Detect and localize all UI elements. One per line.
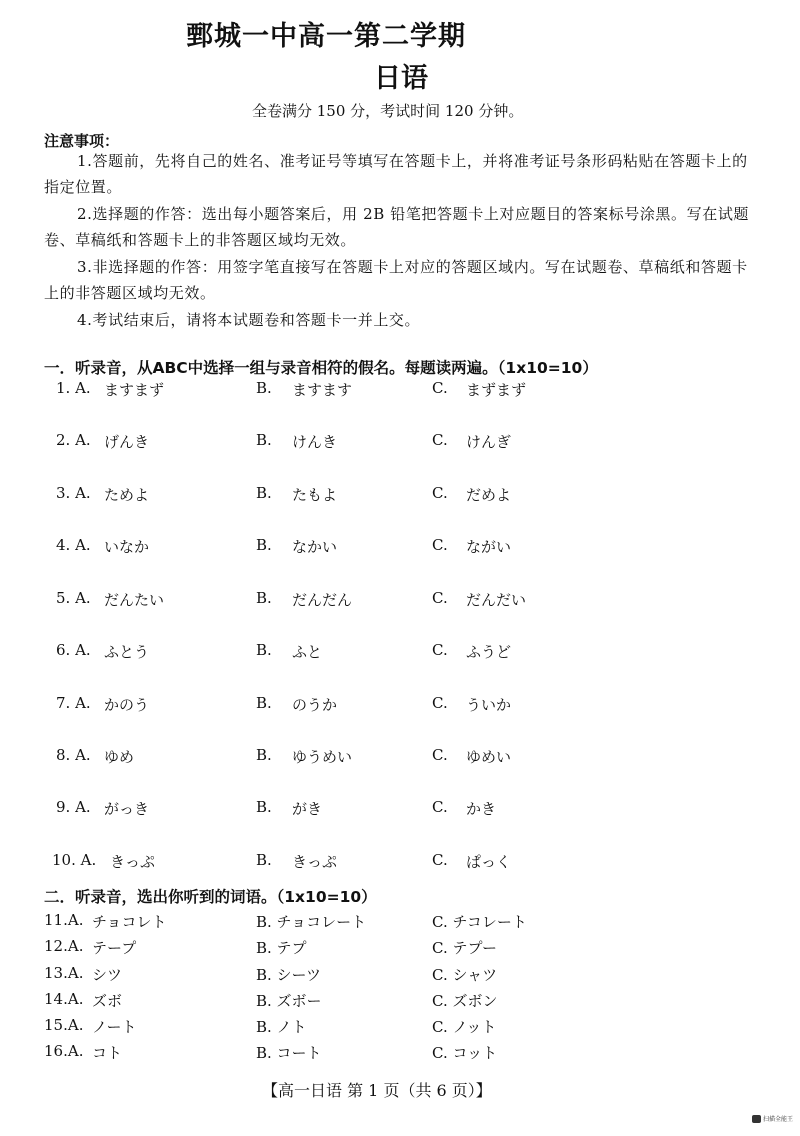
option-a: シツ — [92, 966, 123, 984]
scanner-watermark — [752, 1114, 792, 1128]
question-number: 1. A. — [56, 379, 91, 397]
question-number: 8. A. — [56, 746, 91, 764]
option-b-label: B. — [256, 484, 272, 502]
option-c: C. コット — [432, 1044, 498, 1062]
notice-heading: 注意事项： — [44, 132, 120, 150]
option-b-label: B. — [256, 431, 272, 449]
option-c: C. ズボン — [432, 992, 498, 1010]
option-b-label: B. — [256, 851, 272, 869]
option-c-label: C. — [432, 694, 448, 712]
vocab-row — [0, 964, 800, 986]
question-number: 15.A. — [44, 1016, 84, 1034]
question-number: 10. A. — [52, 851, 97, 869]
option-c-label: C. — [432, 798, 448, 816]
section-2-heading: 二．听录音，选出你听到的词语。（1x10=10） — [44, 888, 377, 906]
question-row — [0, 431, 800, 453]
option-c-label: C. — [432, 379, 448, 397]
option-b: たもよ — [292, 486, 338, 504]
question-row — [0, 484, 800, 506]
question-number: 16.A. — [44, 1042, 84, 1060]
option-c: C. チコレート — [432, 913, 527, 931]
option-b: B. テプ — [256, 939, 307, 957]
vocab-row — [0, 990, 800, 1012]
option-a: いなか — [104, 538, 150, 556]
question-number: 12.A. — [44, 937, 84, 955]
option-c: C. ノット — [432, 1018, 497, 1036]
question-number: 4. A. — [56, 536, 91, 554]
option-c: けんぎ — [466, 433, 512, 451]
option-c: ながい — [466, 538, 512, 556]
question-number: 2. A. — [56, 431, 91, 449]
option-a: コト — [92, 1044, 123, 1062]
subject-title: 日语 — [374, 63, 428, 94]
option-c-label: C. — [432, 536, 448, 554]
option-b-label: B. — [256, 536, 272, 554]
option-c: C. テプー — [432, 939, 498, 957]
question-number: 13.A. — [44, 964, 84, 982]
vocab-row — [0, 937, 800, 959]
question-row — [0, 589, 800, 611]
option-a: だんたい — [104, 591, 165, 609]
option-b-label: B. — [256, 798, 272, 816]
question-number: 14.A. — [44, 990, 84, 1008]
question-number: 5. A. — [56, 589, 91, 607]
option-a: ますまず — [104, 381, 165, 399]
option-b: だんだん — [292, 591, 353, 609]
option-b: B. ノト — [256, 1018, 307, 1036]
notice-item: 1.答题前，先将自己的姓名、准考证号等填写在答题卡上，并将准考证号条形码粘贴在答题卡上的指定位置。 — [44, 152, 748, 196]
option-b: B. シーツ — [256, 966, 321, 984]
option-a: かのう — [104, 696, 150, 714]
option-c: かき — [466, 800, 497, 818]
option-a: がっき — [104, 800, 150, 818]
option-b: ますます — [292, 381, 353, 399]
question-row — [0, 641, 800, 663]
option-c-label: C. — [432, 589, 448, 607]
option-a: テープ — [92, 939, 137, 957]
option-b-label: B. — [256, 589, 272, 607]
option-c-label: C. — [432, 746, 448, 764]
exam-info: 全卷满分 150 分，考试时间 120 分钟。 — [252, 102, 524, 120]
question-row — [0, 851, 800, 873]
question-number: 11.A. — [44, 911, 84, 929]
scanner-logo-icon — [752, 1115, 761, 1123]
option-a: ノート — [92, 1018, 137, 1036]
option-c: ふうど — [466, 643, 512, 661]
option-b: B. ズボー — [256, 992, 322, 1010]
question-row — [0, 694, 800, 716]
vocab-row — [0, 1016, 800, 1038]
vocab-row — [0, 1042, 800, 1064]
option-c-label: C. — [432, 641, 448, 659]
option-b: きっぷ — [292, 853, 338, 871]
option-c: だめよ — [466, 486, 512, 504]
option-b: のうか — [292, 696, 338, 714]
option-a: ズボ — [92, 992, 123, 1010]
option-b: B. コート — [256, 1044, 322, 1062]
option-a: げんき — [104, 433, 150, 451]
option-a: ゆめ — [104, 748, 135, 766]
option-c: C. シャツ — [432, 966, 498, 984]
question-number: 7. A. — [56, 694, 91, 712]
option-b-label: B. — [256, 694, 272, 712]
option-c-label: C. — [432, 431, 448, 449]
option-b: けんき — [292, 433, 338, 451]
option-c: ぱっく — [466, 853, 512, 871]
page-title: 鄄城一中高一第二学期 — [186, 21, 466, 52]
option-c: まずまず — [466, 381, 527, 399]
option-c-label: C. — [432, 851, 448, 869]
option-b-label: B. — [256, 746, 272, 764]
option-b: ふと — [292, 643, 323, 661]
option-c: ういか — [466, 696, 512, 714]
option-a: ためよ — [104, 486, 150, 504]
question-row — [0, 379, 800, 401]
page-footer: 【高一日语 第 1 页（共 6 页）】 — [262, 1081, 492, 1100]
option-b: B. チョコレート — [256, 913, 367, 931]
option-b: がき — [292, 800, 323, 818]
section-1-heading: 一．听录音，从ABC中选择一组与录音相符的假名。每题读两遍。（1x10=10） — [44, 359, 598, 377]
option-b: なかい — [292, 538, 338, 556]
question-number: 6. A. — [56, 641, 91, 659]
notice-item: 3.非选择题的作答：用签字笔直接写在答题卡上对应的答题区域内。写在试题卷、草稿纸和答题卡上的非答题区域均无效。 — [44, 258, 748, 302]
option-a: ふとう — [104, 643, 150, 661]
option-b-label: B. — [256, 379, 272, 397]
option-a: きっぷ — [110, 853, 156, 871]
option-c: だんだい — [466, 591, 527, 609]
question-row — [0, 746, 800, 768]
option-b: ゆうめい — [292, 748, 353, 766]
notice-item: 4.考试结束后，请将本试题卷和答题卡一并上交。 — [77, 311, 421, 329]
question-number: 3. A. — [56, 484, 91, 502]
option-b-label: B. — [256, 641, 272, 659]
option-c-label: C. — [432, 484, 448, 502]
question-row — [0, 798, 800, 820]
question-number: 9. A. — [56, 798, 91, 816]
option-c: ゆめい — [466, 748, 512, 766]
notice-item: 2.选择题的作答：选出每小题答案后，用 2B 铅笔把答题卡上对应题目的答案标号涂黑。写在试题卷、草稿纸和答题卡上的非答题区域均无效。 — [44, 205, 750, 249]
vocab-row — [0, 911, 800, 933]
question-row — [0, 536, 800, 558]
option-a: チョコレト — [92, 913, 167, 931]
watermark-text: 扫描全能王 — [763, 1116, 794, 1123]
